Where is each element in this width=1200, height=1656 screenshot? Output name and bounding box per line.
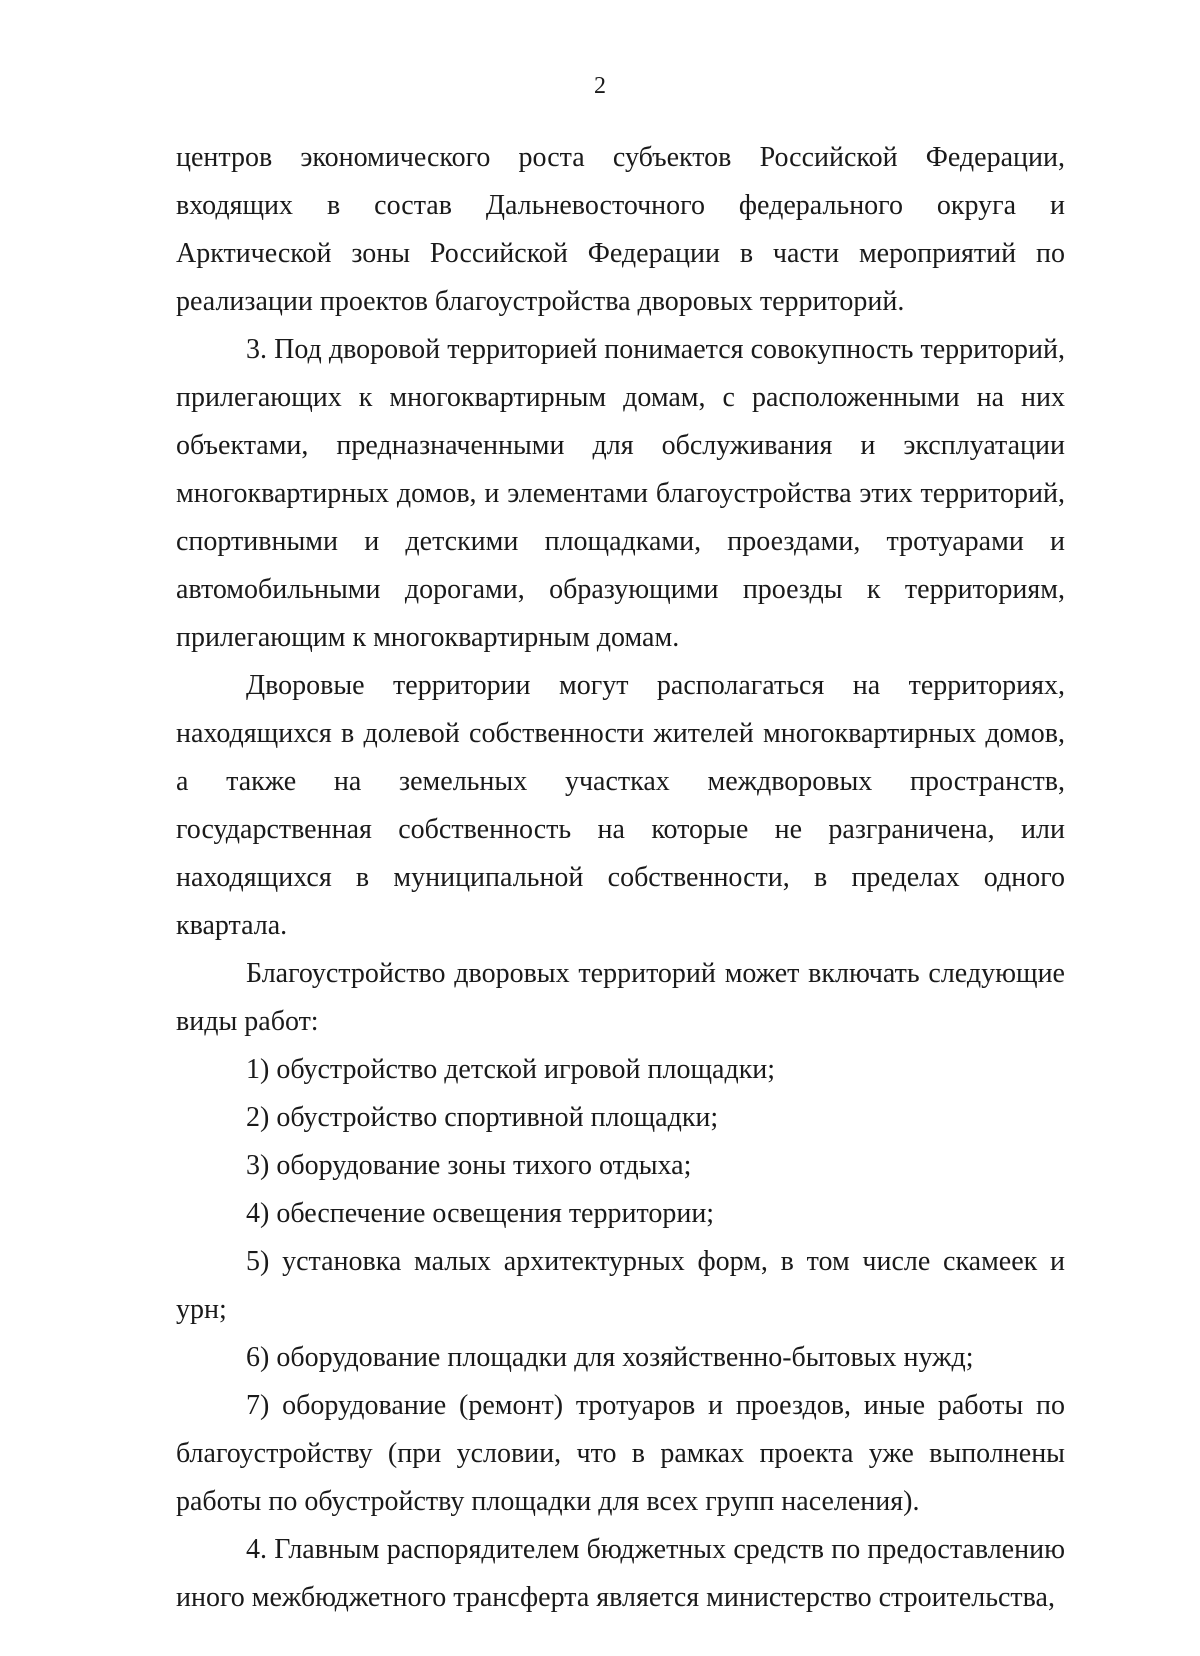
list-item-4: 4) обеспечение освещения территории; (246, 1198, 715, 1229)
paragraph-works-intro: Благоустройство дворовых территорий может включать следующие виды работ: (176, 958, 1065, 1037)
paragraph-courtyard-location: Дворовые территории могут располагаться на территориях, находящихся в долевой собственности жителей многоквартирных домов, а также на земельных участках междворовых пространств, государственная собственность на которые не разграничена, или находящихся в муниципальной собственности, в пределах одного квартала. (176, 670, 1065, 941)
page-number: 2 (594, 73, 606, 99)
paragraph-continuation: центров экономического роста субъектов Российской Федерации, входящих в состав Дальневосточного федерального округа и Арктической зоны Российской Федерации в части мероприятий по реализации проектов благоустройства дворовых территорий. (176, 142, 1065, 317)
list-item-1: 1) обустройство детской игровой площадки; (246, 1054, 776, 1085)
paragraph-item-3: 3. Под дворовой территорией понимается совокупность территорий, прилегающих к многоквартирным домам, с расположенными на них объектами, предназначенными для обслуживания и эксплуатации многоквартирных домов, и элементами благоустройства этих территорий, спортивными и детскими площадками, проездами, тротуарами и автомобильными дорогами, образующими проезды к территориям, прилегающим к многоквартирным домам. (176, 334, 1065, 653)
list-item-2: 2) обустройство спортивной площадки; (246, 1102, 719, 1133)
list-item-5: 5) установка малых архитектурных форм, в том числе скамеек и урн; (176, 1246, 1065, 1325)
list-item-6: 6) оборудование площадки для хозяйственно-бытовых нужд; (246, 1342, 974, 1373)
list-item-7: 7) оборудование (ремонт) тротуаров и проездов, иные работы по благоустройству (при условии, что в рамках проекта уже выполнены работы по обустройству площадки для всех групп населения). (176, 1390, 1065, 1517)
paragraph-item-4: 4. Главным распорядителем бюджетных средств по предоставлению иного межбюджетного трансферта является министерство строительства, (176, 1534, 1065, 1613)
list-item-3: 3) оборудование зоны тихого отдыха; (246, 1150, 692, 1181)
document-body (176, 134, 1065, 1622)
